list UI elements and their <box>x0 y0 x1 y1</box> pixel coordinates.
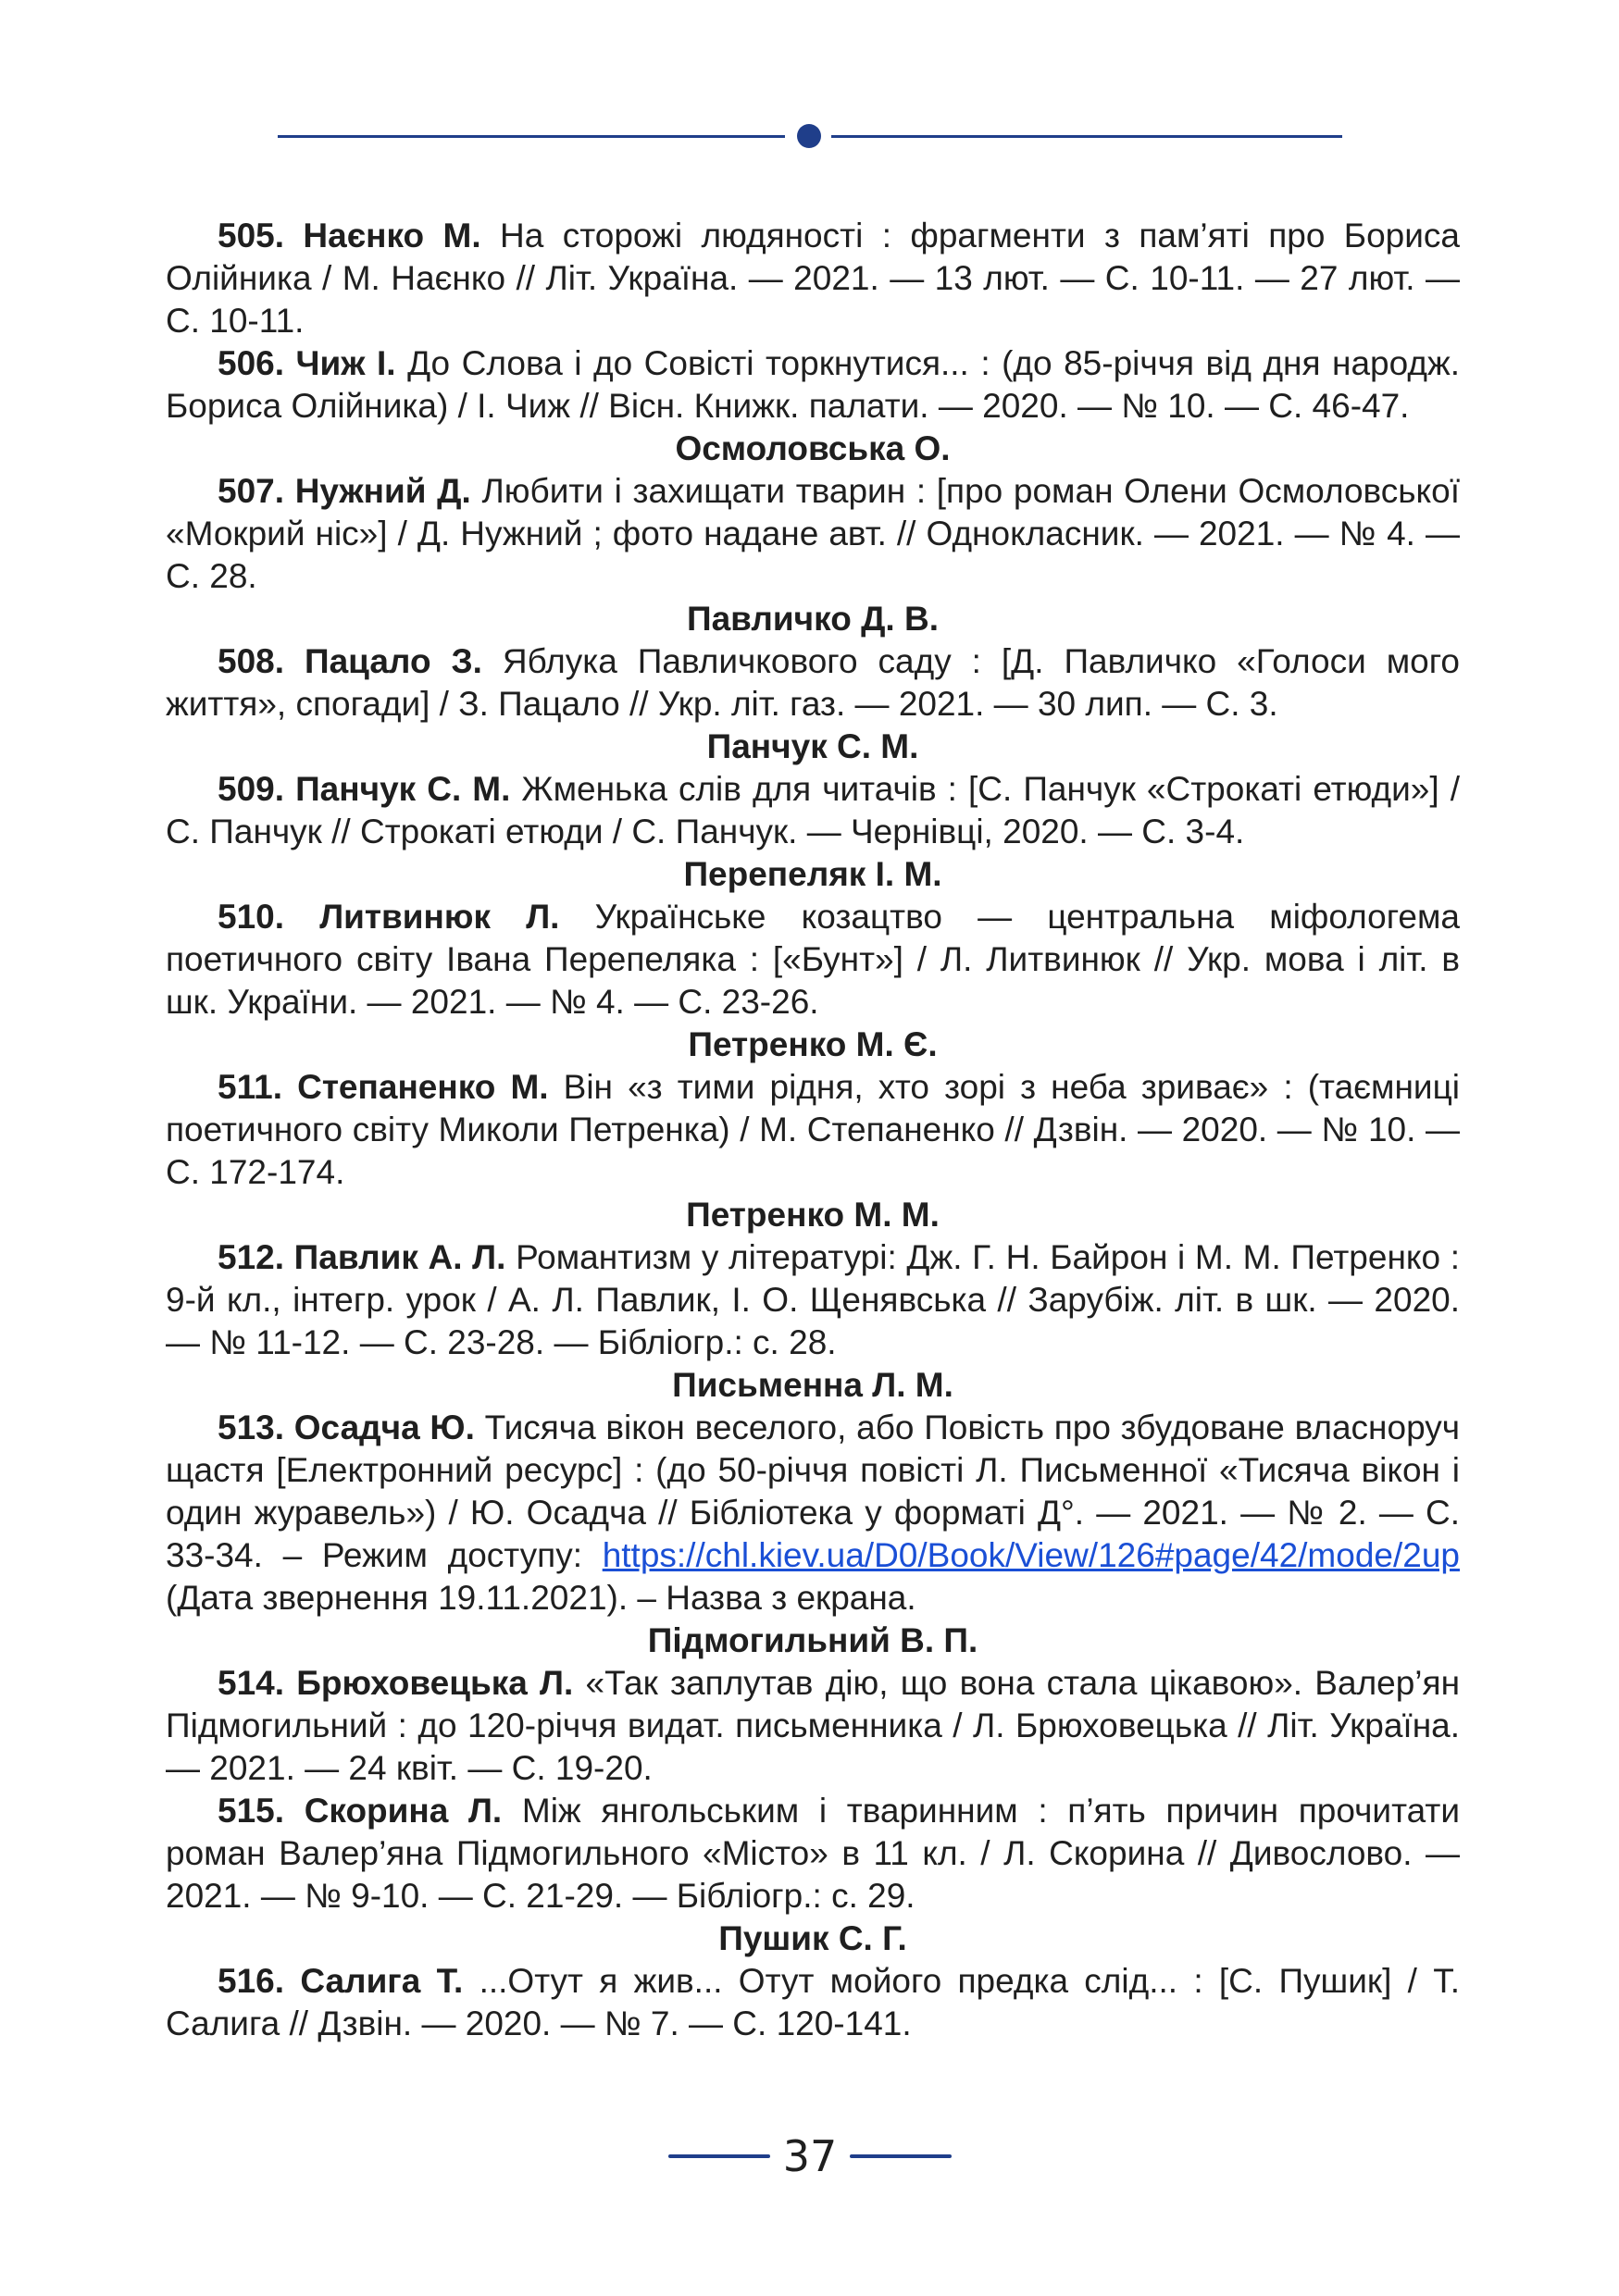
section-heading-petrenko-me: Петренко М. Є. <box>688 1025 938 1063</box>
entry-510: 510. Литвинюк Л. Українське козацтво — центральна міфологема поетичного світу Івана Перепеляка : [«Бунт»] / Л. Литвинюк // Укр. мова і літ. в шк. України. — 2021. — № 4. — С. 23-26. <box>166 898 1460 1021</box>
entry-506: 506. Чиж І. До Слова і до Совісті торкнутися... : (до 85-річчя від дня народж. Бориса Олійника) / І. Чиж // Вісн. Книжк. палати. — 2020. — № 10. — С. 46-47. <box>166 344 1460 425</box>
section-heading-pysmenna: Письменна Л. М. <box>672 1366 953 1404</box>
entry-513: 513. Осадча Ю. Тисяча вікон веселого, або Повість про збудоване власноруч щастя [Електронний ресурс] : (до 50-річчя повісті Л. Письменної «Тисяча вікон і один журавель») / Ю. Осадча // Бібліотека у форматі Д°. — 2021. — № 2. — С. 33-34. – Режим доступу: https://chl.kiev.ua/D0/Book/View/126#page/42/mode/2up (Дата звернення 19.11.2021). – Назва з екрана. <box>166 1409 1461 1617</box>
bibliography-list <box>166 215 1460 2045</box>
section-heading-petrenko-mm: Петренко М. М. <box>686 1196 940 1234</box>
section-heading-panchuk: Панчук С. М. <box>706 727 919 765</box>
top-rule-left <box>278 135 785 138</box>
entry-511: 511. Степаненко М. Він «з тими рідня, хто зорі з неба зриває» : (таємниці поетичного світу Миколи Петренка) / М. Степаненко // Дзвін. — 2020. — № 10. — С. 172-174. <box>166 1068 1460 1191</box>
section-heading-pidmohylnyi: Підмогильний В. П. <box>647 1621 978 1659</box>
section-heading-pavlychko: Павличко Д. В. <box>687 600 939 638</box>
entry-516: 516. Салига Т. ...Отут я жив... Отут мойого предка слід... : [С. Пушик] / Т. Салига // Дзвін. — 2020. — № 7. — С. 120-141. <box>166 1962 1460 2042</box>
entry-509: 509. Панчук С. М. Жменька слів для читачів : [С. Панчук «Строкаті етюди»] / С. Панчук // Строкаті етюди / С. Панчук. — Чернівці, 2020. — С. 3-4. <box>166 770 1460 850</box>
entry-515: 515. Скорина Л. Між янгольським і тваринним : п’ять причин прочитати роман Валер’яна Підмогильного «Місто» в 11 кл. / Л. Скорина // Дивослово. — 2021. — № 9-10. — С. 21-29. — Бібліогр.: с. 29. <box>166 1792 1461 1915</box>
page-number: 37 <box>782 2131 838 2181</box>
top-rule-right <box>831 135 1342 138</box>
footer-rule-left <box>668 2154 770 2158</box>
entry-514: 514. Брюховецька Л. «Так заплутав дію, що вона стала цікавою». Валер’ян Підмогильний : до 120-річчя видат. письменника / Л. Брюховецька // Літ. Україна. — 2021. — 24 квіт. — С. 19-20. <box>166 1664 1460 1787</box>
entry-512: 512. Павлик А. Л. Романтизм у літературі: Дж. Г. Н. Байрон і М. М. Петренко : 9-й кл., інтегр. урок / А. Л. Павлик, І. О. Щенявська // Зарубіж. літ. в шк. — 2020. — № 11-12. — С. 23-28. — Бібліогр.: с. 28. <box>166 1238 1460 1361</box>
footer-rule-right <box>850 2154 952 2158</box>
section-heading-osmolovska: Осмоловська О. <box>675 429 951 467</box>
resource-link[interactable]: https://chl.kiev.ua/D0/Book/View/126#page/42/mode/2up <box>602 1536 1460 1574</box>
top-dot-ornament <box>797 124 821 148</box>
section-heading-perepeliak: Перепеляк І. М. <box>683 855 942 893</box>
section-heading-pushyk: Пушик С. Г. <box>718 1919 907 1957</box>
entry-507: 507. Нужний Д. Любити і захищати тварин : [про роман Олени Осмоловської «Мокрий ніс»] / Д. Нужний ; фото надане авт. // Однокласник. — 2021. — № 4. — С. 28. <box>166 472 1460 595</box>
entry-508: 508. Пацало З. Яблука Павличкового саду : [Д. Павличко «Голоси мого життя», спогади] / З. Пацало // Укр. літ. газ. — 2021. — 30 лип. — С. 3. <box>166 642 1460 723</box>
entry-505: 505. Наєнко М. На сторожі людяності : фрагменти з пам’яті про Бориса Олійника / М. Наєнко // Літ. Україна. — 2021. — 13 лют. — С. 10-11. — 27 лют. — С. 10-11. <box>166 217 1460 340</box>
